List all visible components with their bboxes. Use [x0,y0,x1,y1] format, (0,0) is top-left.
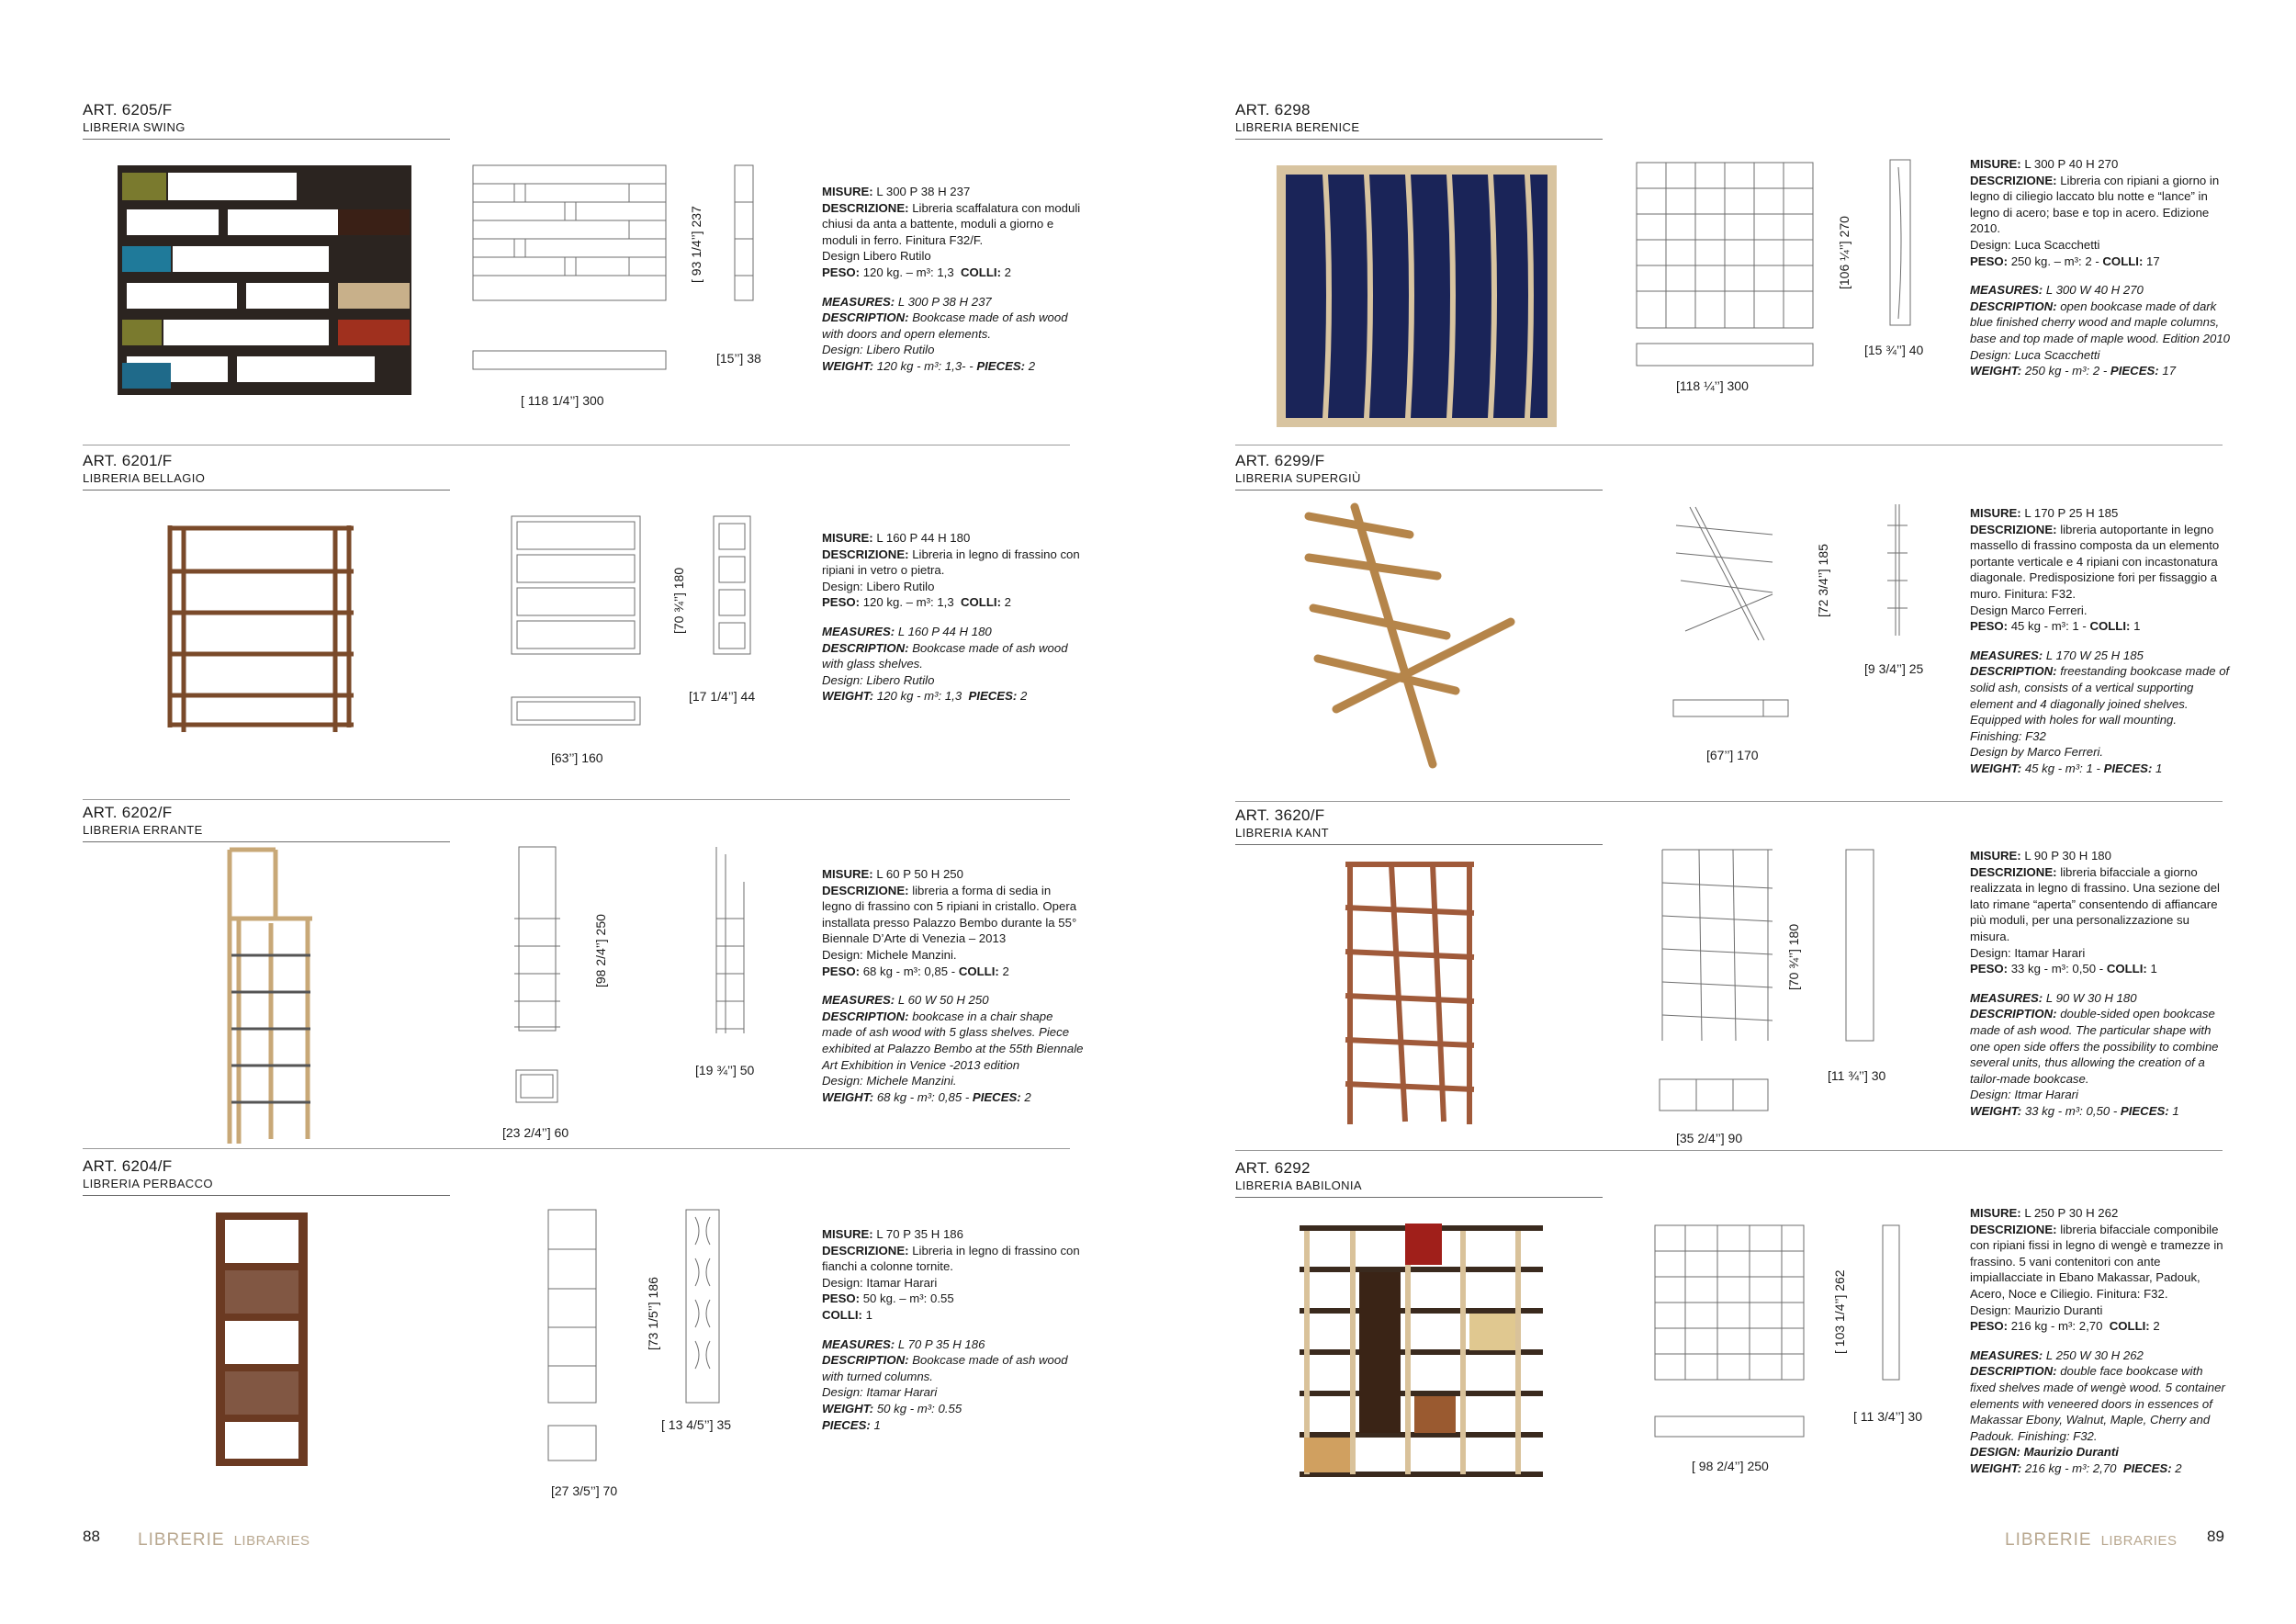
side-drawing [1841,848,1878,1045]
description: MISURE: L 90 P 30 H 180 DESCRIZIONE: libreria bifacciale a giorno realizzata in legno di frassino. Una sezione del lato rimane “aperta” consentendo di affiancare più moduli, per una personalizzazione su misura. Design: Itamar Harari PESO: 33 kg - m³: 0,50 - COLLI: 1 MEASURES: L 90 W 30 H 180 DESCRIPTION: double-sided open bookcase made of ash wood. The particular shape with one open side offers the possibility to combine several units, thus allowing the creation of a tailor-made bookcase. Design: Itmar Harari WEIGHT: 33 kg - m³: 0,50 - PIECES: 1 [1970,849,2220,1118]
product-name: LIBRERIA BERENICE [1235,120,1360,134]
side-drawing [730,165,758,303]
section-divider [83,1148,1070,1149]
height-dimension: [98 2/4’’] 250 [593,914,608,987]
description: MISURE: L 300 P 38 H 237 DESCRIZIONE: Libreria scaffalatura con moduli chiusi da anta a battente, moduli a giorno e moduli in ferro. Finitura F32/F. Design Libero Rutilo PESO: 120 kg. – m³: 1,3 COLLI: 2 MEASURES: L 300 P 38 H 237 DESCRIPTION: Bookcase made of ash wood with doors and opern elements. Design: Libero Rutilo WEIGHT: 120 kg - m³: 1,3- - PIECES: 2 [822,185,1081,373]
product-6202 [83,804,1084,1144]
width-dimension: [23 2/4’’] 60 [502,1125,569,1140]
article-code: ART. 6298 [1235,101,1311,118]
height-dimension: [73 1/5’’] 186 [646,1277,660,1350]
product-photo [1300,498,1525,773]
section-divider [83,799,1070,800]
product-name: LIBRERIA PERBACCO [83,1177,213,1190]
product-6205 [83,101,1084,441]
width-dimension: [ 118 1/4’’] 300 [521,393,604,408]
description: MISURE: L 250 P 30 H 262 DESCRIZIONE: libreria bifacciale componibile con ripiani fissi in legno di wengè e tramezze in frassino. 5 vani contenitori con ante impiallacciate in Ebano Makassar, Padouk, Acero, Noce e Ciliegio. Finitura: F32. Design: Maurizio Duranti PESO: 216 kg - m³: 2,70 COLLI: 2 MEASURES: L 250 W 30 H 262 DESCRIPTION: double face bookcase with fixed shelves made of wengè wood. 5 container elements with veneered doors in essences of Makassar Ebony, Walnut, Maple, Cherry and Padouk. Finishing: F32. DESIGN: Maurizio Duranti WEIGHT: 216 kg - m³: 2,70 PIECES: 2 [1970,1206,2225,1475]
top-drawing [1653,1415,1809,1442]
article-code: ART. 6299/F [1235,452,1325,469]
product-photo [211,1212,312,1470]
description: MISURE: L 300 P 40 H 270 DESCRIZIONE: Libreria con ripiani a giorno in legno di ciliegio laccato blu notte e “lance” in legno di acero; base e top in acero. Edizione 2010. Design: Luca Scacchetti PESO: 250 kg. – m³: 2 - COLLI: 17 MEASURES: L 300 W 40 H 270 DESCRIPTION: open bookcase made of dark blue finished cherry wood and maple columns, base and top made of maple wood. Edition 2010 Design: Luca Scacchetti WEIGHT: 250 kg - m³: 2 - PIECES: 17 [1970,157,2230,378]
front-drawing [1653,1224,1809,1384]
top-drawing [1635,342,1818,369]
product-name: LIBRERIA ERRANTE [83,823,203,837]
product-name: LIBRERIA SWING [83,120,186,134]
product-6204 [83,1157,1084,1497]
depth-dimension: [9 3/4’’] 25 [1864,661,1924,676]
height-dimension: [ 93 1/4’’] 237 [689,206,703,283]
product-6298 [1235,101,2236,441]
height-dimension: [106 ¼’’] 270 [1837,216,1851,289]
section-footer-right: LIBRERIE LIBRARIES [2005,1530,2178,1550]
article-code: ART. 6201/F [83,452,173,469]
product-photo [1295,1219,1548,1481]
page-number-left: 88 [83,1528,100,1545]
title-rule [83,841,450,842]
depth-dimension: [15 ¾’’] 40 [1864,343,1924,357]
top-drawing [546,1424,602,1465]
description: MISURE: L 170 P 25 H 185 DESCRIZIONE: libreria autoportante in legno massello di frassino composta da un elemento portante verticale e 4 ripiani con incastonatura diagonale. Predisposizione fori per fissaggio a muro. Finitura: F32. Design Marco Ferreri. PESO: 45 kg - m³: 1 - COLLI: 1 MEASURES: L 170 W 25 H 185 DESCRIPTION: freestanding bookcase made of solid ash, consists of a vertical supporting element and 4 diagonally joined shelves. Equipped with holes for wall mounting. Finishing: F32 Design by Marco Ferreri. WEIGHT: 45 kg - m³: 1 - PIECES: 1 [1970,506,2230,775]
article-code: ART. 3620/F [1235,806,1325,824]
title-rule [1235,139,1603,140]
side-drawing [707,845,753,1038]
front-drawing [1671,502,1782,649]
width-dimension: [118 ¼’’] 300 [1676,378,1749,393]
product-photo [1341,860,1479,1126]
product-name: LIBRERIA KANT [1235,826,1330,840]
front-drawing [546,1208,602,1410]
product-photo [118,165,411,404]
product-3620 [1235,806,2236,1146]
width-dimension: [27 3/5’’] 70 [551,1483,618,1498]
product-6292 [1235,1159,2236,1499]
product-photo [1277,165,1557,427]
product-photo [220,845,321,1148]
article-code: ART. 6204/F [83,1157,173,1175]
product-name: LIBRERIA BABILONIA [1235,1179,1362,1192]
side-drawing [1883,502,1910,640]
height-dimension: [70 ¾’’] 180 [671,567,686,634]
width-dimension: [63’’] 160 [551,750,603,765]
front-drawing [514,845,560,1038]
depth-dimension: [19 ¾’’] 50 [695,1063,755,1077]
width-dimension: [ 98 2/4’’] 250 [1692,1459,1769,1473]
front-drawing [1658,848,1777,1045]
side-drawing [684,1208,726,1410]
depth-dimension: [ 13 4/5’’] 35 [661,1417,732,1432]
product-name: LIBRERIA SUPERGIÙ [1235,471,1361,485]
title-rule [1235,490,1603,491]
side-drawing [1885,158,1918,333]
front-drawing [510,514,647,661]
top-drawing [1671,698,1791,726]
page-number-right: 89 [2207,1528,2224,1545]
height-dimension: [ 103 1/4’’] 262 [1832,1269,1847,1354]
height-dimension: [70 ¾’’] 180 [1786,923,1801,990]
product-photo [161,521,363,737]
product-name: LIBRERIA BELLAGIO [83,471,206,485]
product-6201 [83,452,1084,792]
width-dimension: [67’’] 170 [1706,748,1759,762]
section-divider [1235,1150,2223,1151]
title-rule [83,1195,450,1196]
width-dimension: [35 2/4’’] 90 [1676,1131,1743,1145]
article-code: ART. 6292 [1235,1159,1311,1177]
title-rule [1235,844,1603,845]
title-rule [1235,1197,1603,1198]
top-drawing [514,1068,565,1105]
depth-dimension: [17 1/4’’] 44 [689,689,756,704]
description: MISURE: L 160 P 44 H 180 DESCRIZIONE: Libreria in legno di frassino con ripiani in vetro o pietra. Design: Libero Rutilo PESO: 120 kg. – m³: 1,3 COLLI: 2 MEASURES: L 160 P 44 H 180 DESCRIPTION: Bookcase made of ash wood with glass shelves. Design: Libero Rutilo WEIGHT: 120 kg - m³: 1,3 PIECES: 2 [822,531,1080,704]
section-footer-left: LIBRERIE LIBRARIES [138,1530,310,1550]
depth-dimension: [11 ¾’’] 30 [1828,1068,1886,1083]
front-drawing [1635,161,1818,335]
side-drawing [712,514,758,661]
description: MISURE: L 60 P 50 H 250 DESCRIZIONE: libreria a forma di sedia in legno di frassino con 5 ripiani in cristallo. Opera installata presso Palazzo Bembo durante la 55° Biennale D’Arte di Venezia – 2013 Design: Michele Manzini. PESO: 68 kg - m³: 0,85 - COLLI: 2 MEASURES: L 60 W 50 H 250 DESCRIPTION: bookcase in a chair shape made of ash wood with 5 glass shelves. Piece exhibited at Palazzo Bembo at the 55th Biennale Art Exhibition in Venice -2013 edition Design: Michele Manzini. WEIGHT: 68 kg - m³: 0,85 - PIECES: 2 [822,867,1084,1104]
depth-dimension: [15’’] 38 [716,351,761,366]
title-rule [83,139,450,140]
depth-dimension: [ 11 3/4’’] 30 [1853,1409,1922,1424]
article-code: ART. 6202/F [83,804,173,821]
top-drawing [1658,1077,1773,1114]
article-code: ART. 6205/F [83,101,173,118]
top-drawing [510,695,647,727]
top-drawing [473,349,670,377]
description: MISURE: L 70 P 35 H 186 DESCRIZIONE: Libreria in legno di frassino con fianchi a colonne tornite. Design: Itamar Harari PESO: 50 kg. – m³: 0.55 COLLI: 1 MEASURES: L 70 P 35 H 186 DESCRIPTION: Bookcase made of ash wood with turned columns. Design: Itamar Harari WEIGHT: 50 kg - m³: 0.55 PIECES: 1 [822,1227,1080,1432]
title-rule [83,490,450,491]
side-drawing [1878,1224,1906,1384]
height-dimension: [72 3/4’’] 185 [1816,544,1830,617]
product-6299 [1235,452,2236,792]
front-drawing [473,165,680,303]
section-divider [1235,801,2223,802]
